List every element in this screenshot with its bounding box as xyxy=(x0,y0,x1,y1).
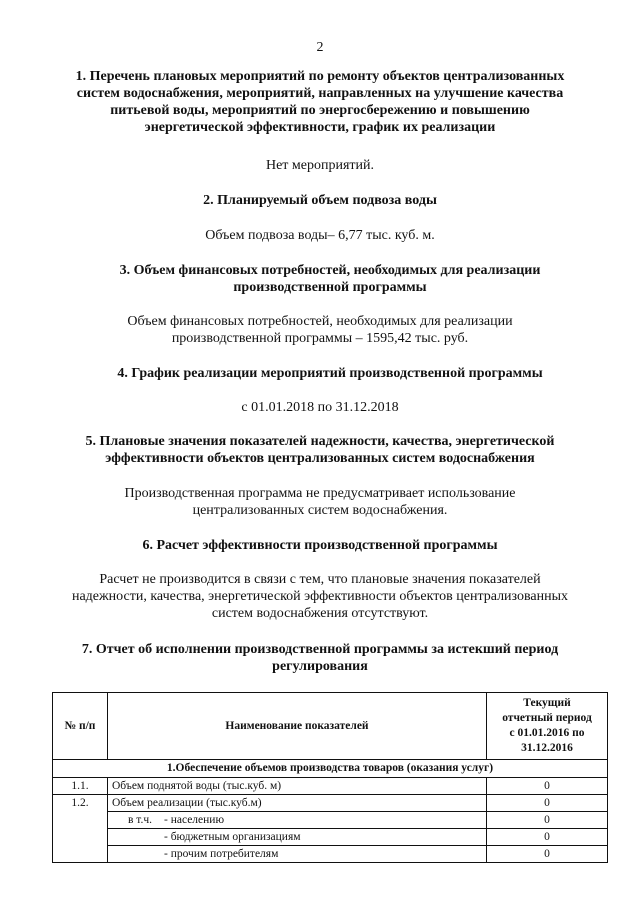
section-4-title: 4. График реализации мероприятий производственной программы xyxy=(117,366,543,381)
section-6-body: Расчет не производится в связи с тем, что плановые значения показателей надежности, качества, энергетической эффективности объектов централизованных систем водоснабжения отсутствуют. xyxy=(71,572,569,621)
table-row: 1.1. Объем поднятой воды (тыс.куб. м) 0 xyxy=(53,778,608,795)
report-table xyxy=(52,692,608,863)
section-2-body: Объем подвоза воды– 6,77 тыс. куб. м. xyxy=(205,228,435,243)
table-row: - бюджетным организациям 0 xyxy=(53,829,608,846)
section-2-title: 2. Планируемый объем подвоза воды xyxy=(203,193,437,208)
section-4-body: с 01.01.2018 по 31.12.2018 xyxy=(241,400,399,415)
section-5-title: 5. Плановые значения показателей надежности, качества, энергетической эффективности объектов централизованных систем водоснабжения xyxy=(85,434,555,466)
table-section-row: 1.Обеспечение объемов производства товаров (оказания услуг) xyxy=(53,760,608,778)
section-5-body: Производственная программа не предусматривает использование централизованных систем водоснабжения. xyxy=(124,486,516,518)
section-6-title: 6. Расчет эффективности производственной программы xyxy=(142,538,498,553)
section-7-title: 7. Отчет об исполнении производственной программы за истекший период регулирования xyxy=(81,642,559,674)
table-row: - прочим потребителям 0 xyxy=(53,846,608,863)
table-header-row xyxy=(53,693,608,760)
page-number: 2 xyxy=(316,40,324,55)
header-indicator-name: Наименование показателей xyxy=(108,693,487,760)
section-1-title: 1. Перечень плановых мероприятий по ремонту объектов централизованных систем водоснабжения, мероприятий, направленных на улучшение качества питьевой воды, мероприятий по энергосбережению и повышению энергетической эффективности, график их реализации xyxy=(75,69,565,135)
table-row: в т.ч. - населению 0 xyxy=(53,812,608,829)
section-3-title: 3. Объем финансовых потребностей, необходимых для реализации производственной программы xyxy=(119,263,541,295)
header-reporting-period: Текущий отчетный период с 01.01.2016 по 31.12.2016 xyxy=(487,693,608,760)
section-3-body: Объем финансовых потребностей, необходимых для реализации производственной программы – 1595,42 тыс. руб. xyxy=(127,314,513,346)
table-row: 1.2. Объем реализации (тыс.куб.м) 0 xyxy=(53,795,608,812)
header-number: № п/п xyxy=(53,693,108,760)
section-1-body: Нет мероприятий. xyxy=(265,158,375,173)
